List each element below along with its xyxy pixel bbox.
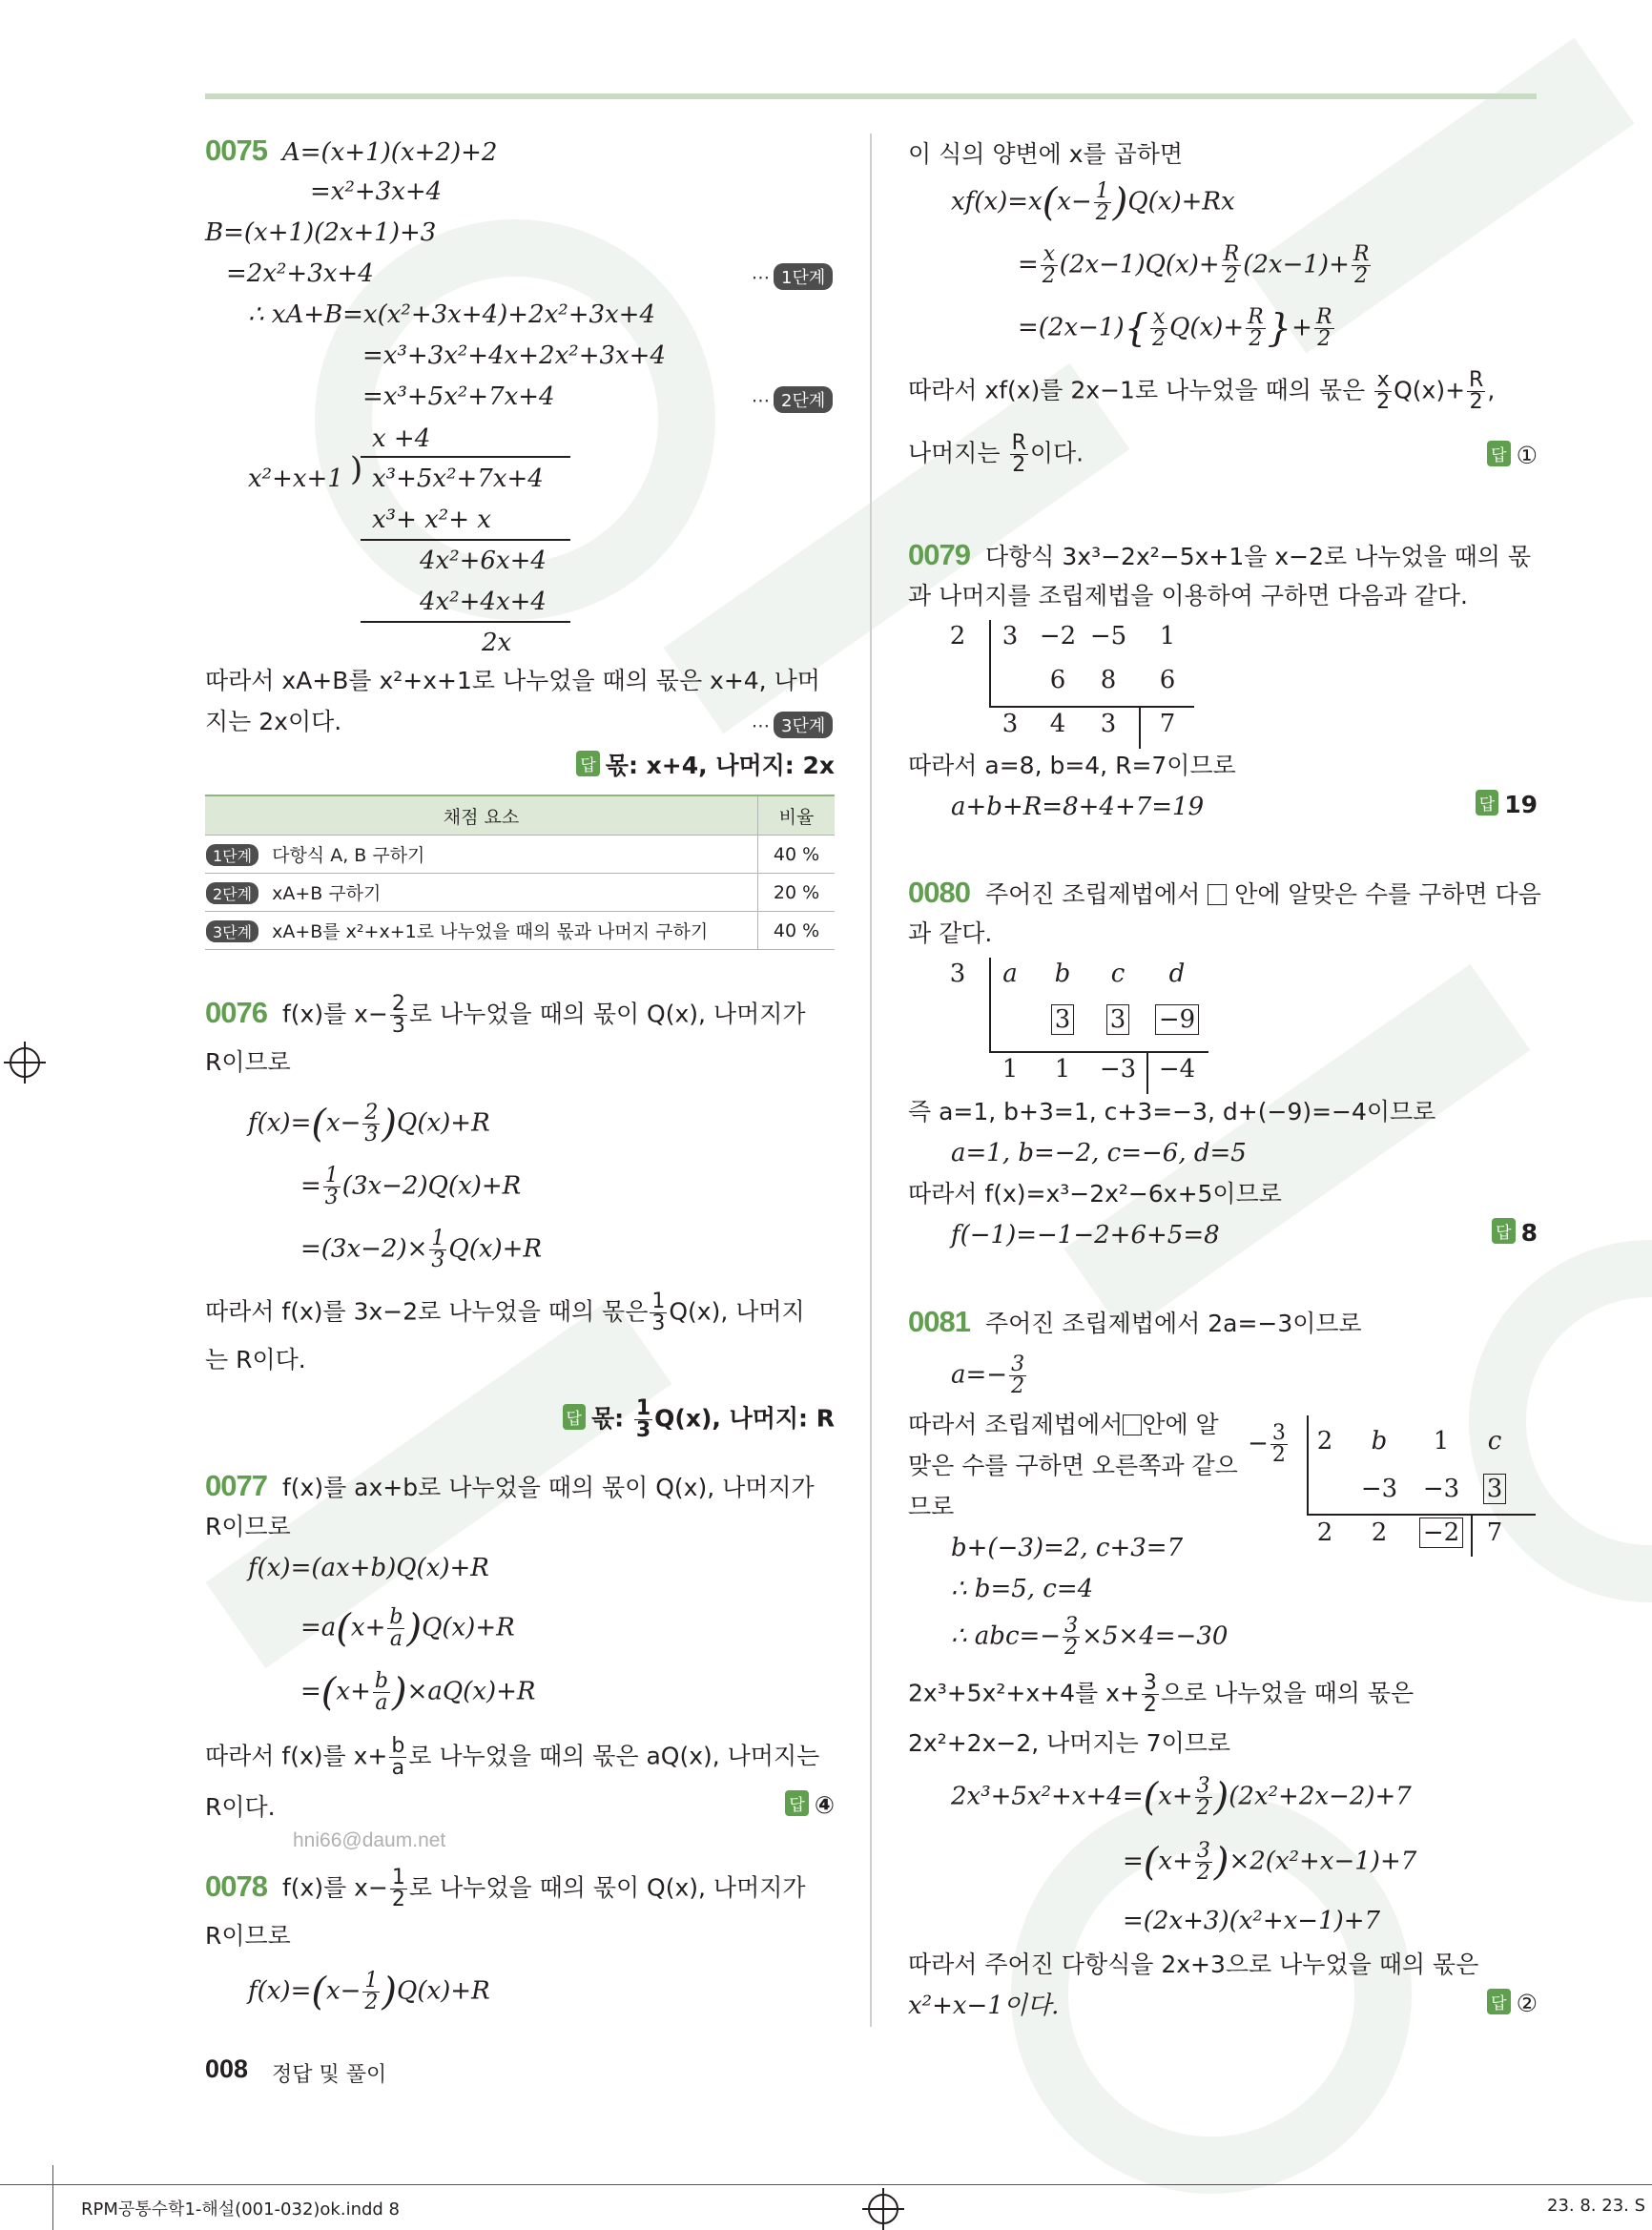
answer-badge: 답 xyxy=(1487,441,1510,466)
text-line: 므로 xyxy=(908,1493,955,1520)
text-line: R이므로 xyxy=(205,1048,291,1076)
text-line: 따라서 a=8, b=4, R=7이므로 xyxy=(908,752,1236,779)
answer-0076: 답 몫: $\frac{1}{3}$ Q(x), 나머지: R xyxy=(563,1398,835,1441)
blank-box-icon xyxy=(1123,1414,1142,1435)
eq-line: ∴ abc=− $\frac{3}{2}$ ×5×4=−30 xyxy=(951,1614,1229,1660)
division-row: 4x²+4x+4 xyxy=(420,588,547,616)
text-line: 나머지는 $\frac{R}{2}$ 이다. xyxy=(908,431,1084,477)
answer-badge: 답 xyxy=(563,1404,586,1430)
eq-line: =(x+ $\frac{b}{a}$ )×aQ(x)+R xyxy=(300,1669,536,1715)
page-label: 정답 및 풀이 xyxy=(272,2063,387,2087)
answer-badge: 답 xyxy=(1487,1989,1510,2014)
eq-line: xf(x)=x(x− $\frac{1}{2}$ )Q(x)+Rx xyxy=(951,179,1235,225)
text-line: 2x³+5x²+x+4를 x+ $\frac{3}{2}$ 으로 나누었을 때의 몫은 xyxy=(908,1671,1415,1717)
eq-line: =x²+3x+4 xyxy=(310,177,443,206)
eq-line: a=− $\frac{3}{2}$ xyxy=(951,1352,1025,1398)
division-bar xyxy=(361,456,570,458)
eq-line: 2x³+5x²+x+4=(x+ $\frac{3}{2}$ )(2x²+2x−2)+7 xyxy=(951,1774,1412,1820)
table-header: 채점 요소 xyxy=(205,795,758,836)
registration-mark-icon xyxy=(10,1047,40,1078)
eq-line: =a(x+ $\frac{b}{a}$ )Q(x)+R xyxy=(300,1605,515,1651)
text-line: 즉 a=1, b+3=1, c+3=−3, d+(−9)=−4이므로 xyxy=(908,1098,1436,1125)
text-line: 따라서 주어진 다항식을 2x+3으로 나누었을 때의 몫은 xyxy=(908,1951,1479,1978)
division-row: x³+ x²+ x xyxy=(372,506,491,534)
synthetic-division-0079: 2 3 −2 −5 1 6 8 6 3 4 3 7 xyxy=(948,620,1196,749)
answer-badge: 답 xyxy=(785,1790,808,1816)
problem-number: 0075 xyxy=(205,134,267,167)
text-line: 따라서 f(x)=x³−2x²−6x+5이므로 xyxy=(908,1180,1282,1208)
problem-0079-line: 0079 다항식 3x³−2x²−5x+1을 x−2로 나누었을 때의 몫 xyxy=(908,538,1532,571)
eq-line: b+(−3)=2, c+3=7 xyxy=(951,1534,1184,1562)
division-quotient: x +4 xyxy=(372,424,431,453)
watermark-bar xyxy=(1246,37,1634,353)
file-slug: RPM공통수학1-해설(001-032)ok.indd 8 xyxy=(81,2199,401,2220)
email-watermark: hni66@daum.net xyxy=(293,1829,446,1851)
answer-0080: 답 8 xyxy=(1492,1218,1538,1247)
answer-0079: 답 19 xyxy=(1476,790,1538,818)
slug-rule xyxy=(0,2184,1652,2185)
problem-0078-line: 0078 f(x)를 x− $\frac{1}{2}$ 로 나누었을 때의 몫이 Q(x), 나머지가 xyxy=(205,1866,806,1911)
problem-0077-line: 0077 f(x)를 ax+b로 나누었을 때의 몫이 Q(x), 나머지가 xyxy=(205,1469,815,1502)
eq-line: =(2x+3)(x²+x−1)+7 xyxy=(1123,1907,1381,1935)
problem-0075-line: 0075 A=(x+1)(x+2)+2 xyxy=(205,134,498,167)
blank-box-icon xyxy=(1208,884,1227,905)
eq-line: B=(x+1)(2x+1)+3 xyxy=(205,218,437,247)
division-remainder: 2x xyxy=(482,629,512,657)
eq-line: f(x)=(x− $\frac{1}{2}$ )Q(x)+R xyxy=(248,1969,490,2014)
eq-line: x²+x−1이다. xyxy=(908,1992,1060,2020)
step-marker-2: ⋯ 2단계 xyxy=(752,386,833,413)
text-line: 따라서 f(x)를 3x−2로 나누었을 때의 몫은 $\frac{1}{3}$ Q(x), 나머지 xyxy=(205,1290,805,1335)
eq-line: =(x+ $\frac{3}{2}$ )×2(x²+x−1)+7 xyxy=(1123,1839,1417,1885)
text-line: 따라서 xf(x)를 2x−1로 나누었을 때의 몫은 $\frac{x}{2}$ Q(x)+ $\frac{R}{2}$ , xyxy=(908,368,1496,414)
date-slug: 23. 8. 23. S xyxy=(1547,2196,1646,2216)
answer-badge: 답 xyxy=(1492,1218,1515,1244)
eq-line: =(2x−1){ $\frac{x}{2}$ Q(x)+ $\frac{R}{2}$ }+ $\frac{R}{2}$ xyxy=(1018,305,1332,351)
eq-line: =x³+3x²+4x+2x²+3x+4 xyxy=(362,341,667,370)
eq-line: f(x)=(ax+b)Q(x)+R xyxy=(248,1554,489,1582)
header-rule xyxy=(205,93,1537,99)
eq-line: = $\frac{1}{3}$ (3x−2)Q(x)+R xyxy=(300,1164,522,1209)
column-divider xyxy=(870,134,872,2027)
crop-mark xyxy=(52,2165,53,2230)
answer-0078: 답 ① xyxy=(1487,441,1538,469)
table-row: 2단계 xA+B 구하기 20 % xyxy=(205,874,835,912)
text-line: 이 식의 양변에 x를 곱하면 xyxy=(908,140,1184,168)
eq-line: ∴ xA+B=x(x²+3x+4)+2x²+3x+4 xyxy=(248,300,656,329)
synthetic-division-0080: 3 a b c d 3 3 −9 1 1 −3 −4 xyxy=(948,958,1215,1091)
step-marker-1: ⋯ 1단계 xyxy=(752,263,833,290)
table-row: 3단계 xA+B를 x²+x+1로 나누었을 때의 몫과 나머지 구하기 40 % xyxy=(205,912,835,950)
text-line: 맞은 수를 구하면 오른쪽과 같으 xyxy=(908,1452,1238,1479)
division-rule xyxy=(361,621,570,623)
registration-mark-icon xyxy=(868,2194,898,2224)
division-dividend: x³+5x²+7x+4 xyxy=(372,465,544,493)
text-line: R이므로 xyxy=(205,1922,291,1950)
problem-0081-line: 0081 주어진 조립제법에서 2a=−3이므로 xyxy=(908,1305,1362,1338)
eq-line: =2x²+3x+4 xyxy=(226,259,374,288)
answer-badge: 답 xyxy=(1476,790,1498,816)
text-line: 는 R이다. xyxy=(205,1346,306,1373)
table-row: 1단계 다항식 A, B 구하기 40 % xyxy=(205,836,835,874)
text-line: 따라서 f(x)를 x+ $\frac{b}{a}$ 로 나누었을 때의 몫은 aQ(x), 나머지는 xyxy=(205,1734,820,1780)
eq-line: =x³+5x²+7x+4 xyxy=(362,382,555,411)
text-line: 2x²+2x−2, 나머지는 7이므로 xyxy=(908,1729,1231,1757)
step-marker-3: ⋯ 3단계 xyxy=(752,712,833,738)
division-divisor: x²+x+1 xyxy=(248,465,343,493)
text-line: R이다. xyxy=(205,1793,276,1821)
answer-0075: 답 몫: x+4, 나머지: 2x xyxy=(576,747,835,781)
answer-0081: 답 ② xyxy=(1487,1989,1538,2017)
text-line: 과 같다. xyxy=(908,919,993,947)
eq-line: ∴ b=5, c=4 xyxy=(951,1575,1094,1603)
answer-0077: 답 ④ xyxy=(785,1790,835,1819)
text-line: 과 나머지를 조립제법을 이용하여 구하면 다음과 같다. xyxy=(908,582,1468,609)
table-header: 비율 xyxy=(758,795,836,836)
problem-0080-line: 0080 주어진 조립제법에서 안에 알맞은 수를 구하면 다음 xyxy=(908,876,1541,909)
answer-badge: 답 xyxy=(576,751,599,776)
page-number: 008 xyxy=(205,2054,249,2083)
division-rule xyxy=(361,539,570,541)
division-row: 4x²+6x+4 xyxy=(420,547,547,575)
text-line: 지는 2x이다. xyxy=(205,708,342,735)
text-line: 따라서 xA+B를 x²+x+1로 나누었을 때의 몫은 x+4, 나머 xyxy=(205,667,820,694)
eq-line: a=1, b=−2, c=−6, d=5 xyxy=(951,1139,1247,1167)
eq-line: a+b+R=8+4+7=19 xyxy=(951,793,1205,821)
scoring-table xyxy=(205,795,835,950)
eq-line: f(x)=(x− $\frac{2}{3}$ )Q(x)+R xyxy=(248,1101,490,1146)
text-line: R이므로 xyxy=(205,1513,291,1540)
synthetic-division-0081: − $\frac{3}{2}$ 2 b 1 c −3 −3 3 2 2 −2 7 xyxy=(1251,1415,1538,1554)
eq-line: = $\frac{x}{2}$ (2x−1)Q(x)+ $\frac{R}{2}$ (2x−1)+ $\frac{R}{2}$ xyxy=(1018,242,1370,288)
eq-line: f(−1)=−1−2+6+5=8 xyxy=(951,1221,1220,1249)
problem-0076-line: 0076 f(x)를 x− $\frac{2}{3}$ 로 나누었을 때의 몫이 Q(x), 나머지가 xyxy=(205,992,806,1038)
division-bracket: ) xyxy=(350,450,363,488)
eq-line: =(3x−2)× $\frac{1}{3}$ Q(x)+R xyxy=(300,1227,543,1272)
text-line: 따라서 조립제법에서 안에 알 xyxy=(908,1411,1219,1438)
